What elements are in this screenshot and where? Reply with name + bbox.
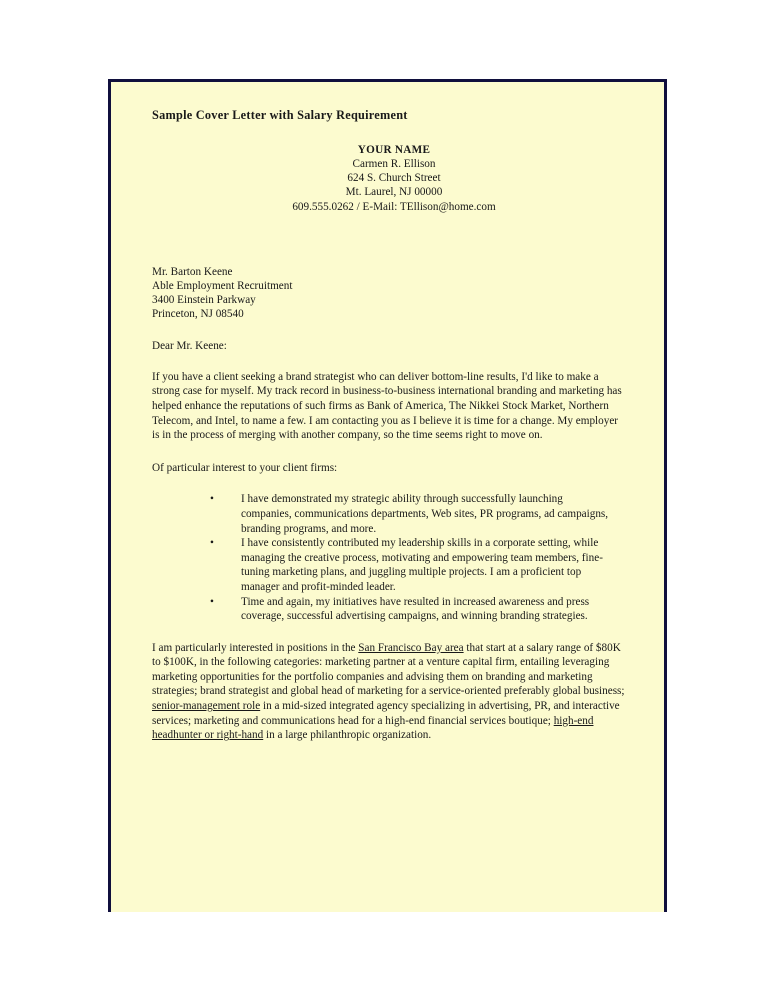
bullet-icon: •	[210, 537, 214, 550]
closing-text-part-2: that start at a salary range of $80K to $100K, in the following categories: marketing partner at a venture capital firm, entailing leveraging marketing opportunities for the portfolio companies and advising them on branding and marketing strategies; brand strategist and global head of marketing for a service-oriented preferably global business;	[152, 641, 625, 698]
interest-lead-line: Of particular interest to your client firms:	[152, 461, 338, 474]
underlined-phrase-senior-management-role: senior-management role	[152, 700, 261, 713]
letter-page	[108, 79, 667, 912]
list-item-text: I have consistently contributed my leadership skills in a corporate setting, while managing the creative process, motivating and empowering team members, fine-tuning marketing plans, and juggling multiple projects. I am a proficient top manager and profit-minded leader.	[241, 537, 603, 593]
recipient-street: 3400 Einstein Parkway	[152, 294, 256, 307]
recipient-name: Mr. Barton Keene	[152, 265, 233, 278]
underlined-phrase-location: San Francisco Bay area	[358, 641, 464, 654]
list-item	[210, 492, 614, 536]
bullet-icon: •	[210, 493, 214, 506]
sender-name-heading: YOUR NAME	[357, 143, 431, 156]
list-item-text: Time and again, my initiatives have resulted in increased awareness and press coverage, successful advertising campaigns, and winning branding strategies.	[241, 595, 590, 623]
underlined-phrase-headhunter: high-end headhunter or right-hand	[152, 714, 594, 742]
sender-address-block	[152, 143, 636, 214]
sender-city-state-zip: Mt. Laurel, NJ 00000	[345, 186, 443, 199]
closing-paragraph	[152, 641, 626, 743]
list-item	[210, 595, 614, 624]
closing-text-part-1: I am particularly interested in positions in the	[152, 641, 359, 654]
sender-street: 624 S. Church Street	[347, 172, 441, 185]
sender-name: Carmen R. Ellison	[352, 157, 436, 170]
salutation: Dear Mr. Keene:	[152, 339, 227, 352]
qualifications-list	[152, 492, 614, 623]
closing-text-part-3: in a mid-sized integrated agency specializing in advertising, PR, and interactive services; marketing and communications head for a high-end financial services boutique;	[152, 700, 620, 727]
bullet-icon: •	[210, 595, 214, 608]
page-title: Sample Cover Letter with Salary Requirement	[152, 108, 408, 122]
recipient-address-block	[152, 265, 636, 322]
recipient-company: Able Employment Recruitment	[152, 279, 293, 292]
list-item	[210, 536, 614, 594]
list-item-text: I have demonstrated my strategic ability through successfully launching companies, communications departments, Web sites, PR programs, ad campaigns, branding programs, and more.	[241, 493, 609, 535]
closing-text-part-4: in a large philanthropic organization.	[263, 729, 432, 742]
sender-contact: 609.555.0262 / E-Mail: TEllison@home.com	[292, 200, 496, 213]
intro-paragraph: If you have a client seeking a brand strategist who can deliver bottom-line results, I'd like to make a strong case for myself. My track record in business-to-business international branding and marketing has helped enhance the reputations of such firms as Bank of America, The Nikkei Stock Market, Northern Telecom, and Intel, to name a few. I am contacting you as I believe it is time for a change. My employer is in the process of merging with another company, so the time seems right to move on.	[152, 370, 622, 442]
letter-page-content	[111, 82, 664, 912]
recipient-city-state-zip: Princeton, NJ 08540	[152, 308, 244, 321]
